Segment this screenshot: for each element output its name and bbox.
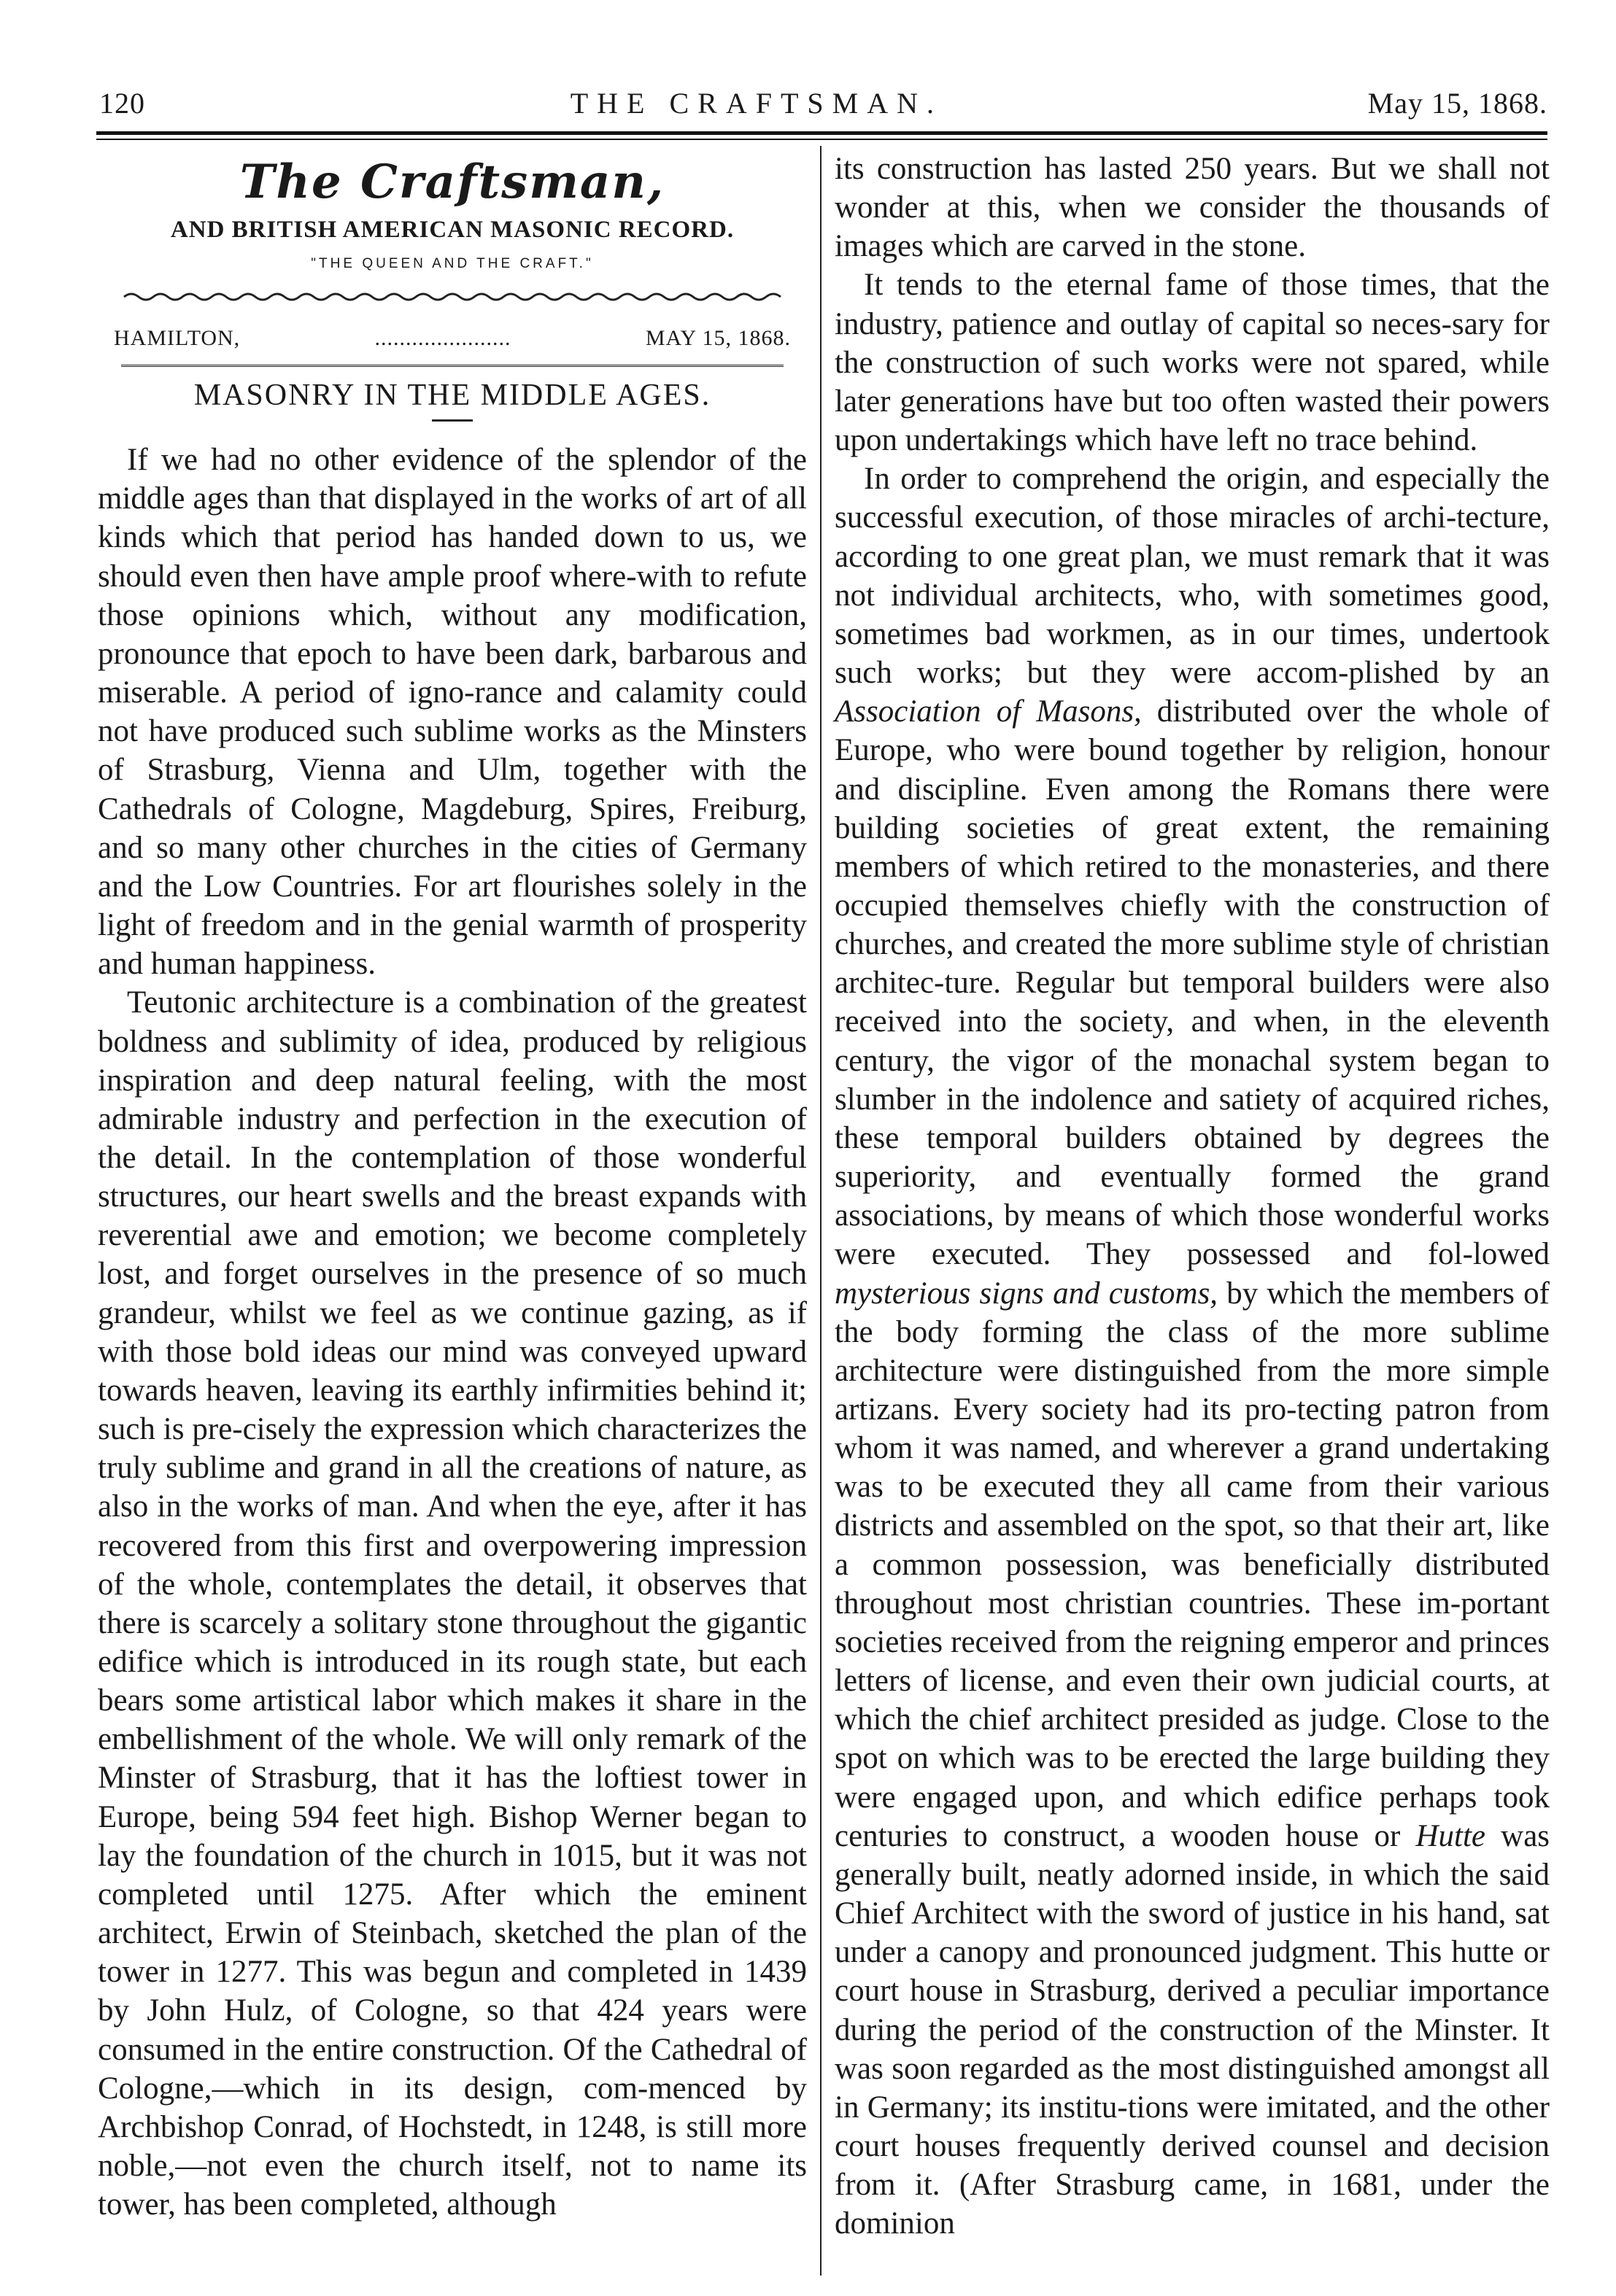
italic-phrase: Association of Masons, (835, 694, 1142, 729)
italic-phrase: mysterious signs and customs, (835, 1276, 1218, 1311)
article-title: MASONRY IN THE MIDDLE AGES. (193, 379, 711, 413)
italic-phrase: Hutte (1415, 1818, 1485, 1853)
article-paragraph (835, 459, 1550, 2243)
article-paragraph: If we had no other evidence of the splendor of the middle ages than that displayed in the works of art of all kinds which that period has handed down to us, we should even then have ample proof where-with to refute those opinions which, without any modification, pronounce that epoch to have been dark, barbarous and miserable. A period of igno-rance and calamity could not have produced such sublime works as the Minsters of Strasburg, Vienna and Ulm, together with the Cathedrals of Cologne, Magdeburg, Spires, Freiburg, and so many other churches in the cities of Germany and the Low Countries. For art flourishes solely in the light of freedom and in the genial warmth of prosperity and human happiness. (98, 443, 807, 982)
wavy-rule (102, 290, 803, 304)
text-run: was generally built, neatly adorned inside, in which the said Chief Architect with the sword of justice in his hand, sat under a canopy and pronounced judgment. This hutte or court house in Strasburg, derived a peculiar importance during the period of the construction of the Minster. It was soon regarded as the most distinguished amongst all in Germany; its institu-tions were imitated, and the other court houses frequently derived counsel and decision from it. (After Strasburg came, in 1681, under the dominion (835, 1818, 1550, 2241)
article-paragraph: Teutonic architecture is a combination of the greatest boldness and sublimity of idea, produced by religious inspiration and deep natural feeling, with the most admirable industry and perfection in the execution of the detail. In the contemplation of those wonderful structures, our heart swells and the breast expands with reverential awe and emotion; we become completely lost, and forget ourselves in the presence of so much grandeur, whilst we feel as we continue gazing, as if with those bold ideas our mind was conveyed upward towards heaven, leaving its earthly infirmities behind it; such is pre-cisely the expression which characterizes the truly sublime and grand in all the creations of nature, as also in the works of man. And when the eye, after it has recovered from this first and overpowering impression of the whole, contemplates the detail, it observes that there is scarcely a solitary stone throughout the gigantic edifice which is introduced in its rough state, but each bears some artistical labor which makes it share in the embellishment of the whole. We will only remark of the Minster of Strasburg, that it has the loftiest tower in Europe, being 594 feet high. Bishop Werner began to lay the foundation of the church in 1015, but it was not completed until 1275. After which the eminent architect, Erwin of Steinbach, sketched the plan of the tower in 1277. This was begun and completed in 1439 by John Hulz, of Cologne, so that 424 years were consumed in the entire construction. Of the Cathedral of Cologne,—which in its design, com-menced by Archbishop Conrad, of Hochstedt, in 1248, is still more noble,—not even the church itself, not to name its tower, has been completed, although (98, 985, 807, 2222)
dateline-date: MAY 15, 1868. (645, 326, 791, 351)
journal-title: THE CRAFTSMAN. (570, 87, 943, 120)
article-paragraph: its construction has lasted 250 years. But we shall not wonder at this, when we consider the thousands of images which are carved in the stone. (835, 152, 1550, 264)
masthead-motto: "THE QUEEN AND THE CRAFT." (311, 256, 594, 271)
header-rule (96, 131, 1547, 135)
running-head (99, 86, 1547, 130)
text-run: by which the members of the body forming the class of the more sublime architecture were distinguished from the more simple artizans. Every society had its pro-tecting patron from whom it was named, and wherever a grand undertaking was to be executed they all came from their various districts and assembled on the spot, so that their art, like a common possession, was beneficially distributed throughout most christian countries. These im-portant societies received from the reigning emperor and princes letters of license, and even their own judicial courts, at which the chief architect presided as judge. Close to the spot on which was to be erected the large building they were engaged upon, and which edifice perhaps took centuries to construct, a wooden house or (835, 1276, 1550, 1853)
left-column (98, 150, 807, 2224)
dateline-dots: ...................... (374, 326, 511, 351)
text-run: In order to comprehend the origin, and especially the successful execution, of those miracles of archi-tecture, according to one great plan, we must remark that it was not individual architects, who, with sometimes good, sometimes bad workmen, as in our times, undertook such works; but they were accom-plished by an (835, 462, 1550, 691)
issue-date: May 15, 1868. (1367, 87, 1547, 120)
dateline-place: HAMILTON, (114, 326, 241, 351)
article-paragraph: It tends to the eternal fame of those times, that the industry, patience and outlay of capital so neces-sary for the construction of such works were not spared, while later generations have but too often wasted their powers upon undertakings which have left no trace behind. (835, 268, 1550, 458)
right-column (835, 150, 1550, 2243)
masthead-rule (121, 365, 784, 370)
header-rule-thin (96, 139, 1547, 140)
text-run: distributed over the whole of Europe, who were bound together by religion, honour and discipline. Even among the Romans there were building societies of great extent, the remaining members of which retired to the monasteries, and there occupied themselves chiefly with the construction of churches, and created the more sublime style of christian architec-ture. Regular but temporal builders were also received into the society, and when, in the eleventh century, the vigor of the monachal system began to slumber in the indolence and satiety of acquired riches, these temporal builders obtained by degrees the superiority, and eventually formed the grand associations, by means of which those wonderful works were executed. They possessed and fol-lowed (835, 694, 1550, 1272)
title-rule (432, 419, 473, 422)
column-divider (820, 146, 821, 2276)
masthead-subtitle: AND BRITISH AMERICAN MASONIC RECORD. (170, 217, 735, 243)
masthead (98, 154, 807, 370)
masthead-name: The Craftsman, (239, 155, 665, 209)
page-number: 120 (99, 87, 145, 120)
dateline (98, 318, 807, 359)
